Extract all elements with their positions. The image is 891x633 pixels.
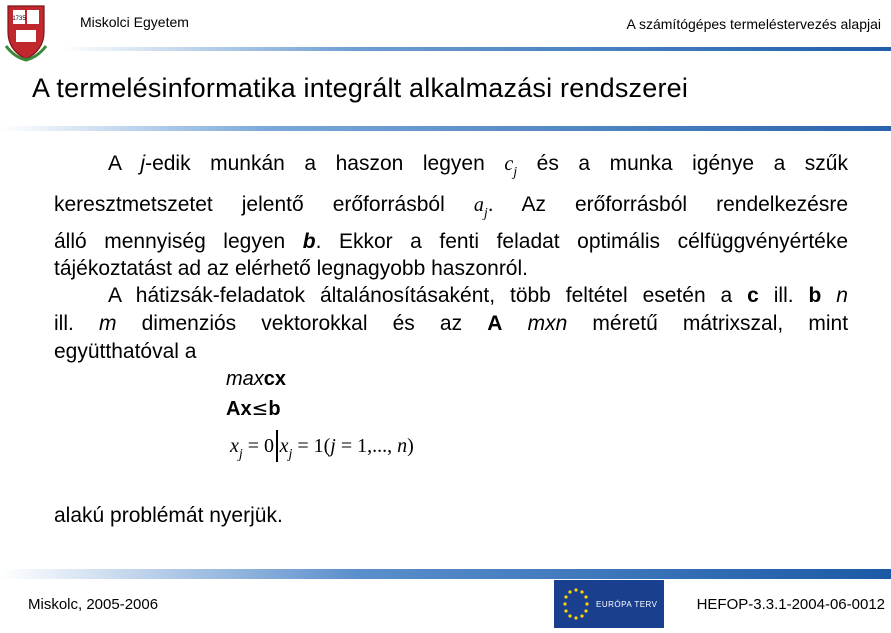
course-title: A számítógépes termeléstervezés alapjai (626, 16, 881, 32)
paragraph-line-2: keresztmetszetet jelentő erőforrásból $a_j$. Az erőforrásból rendelkezésre (54, 193, 849, 221)
constraint: Ax≤b (226, 396, 281, 420)
university-crest-icon (4, 2, 48, 62)
eu-logo-text: EURÓPA TERV (596, 600, 658, 609)
slide-title: A termelésinformatika integrált alkalmazási rendszerei (32, 73, 689, 103)
title-divider (0, 126, 891, 131)
closing-sentence: alakú problémát nyerjük. (54, 504, 283, 527)
university-name: Miskolci Egyetem (80, 14, 189, 30)
objective-function: maxcx (226, 368, 287, 390)
footer-divider (0, 569, 891, 579)
project-code: HEFOP-3.3.1-2004-06-0012 (696, 596, 885, 613)
paragraph-line-3: álló mennyiség legyen b. Ekkor a fenti feladat optimális célfüggvényértéke (54, 230, 849, 253)
paragraph-line-1: A j-edik munkán a haszon legyen $c_j$ és a munka igénye a szűk (108, 152, 848, 180)
paragraph-line-4: tájékoztatást ad az elérhető legnagyobb haszonról. (54, 257, 528, 280)
header-divider (60, 47, 891, 51)
paragraph-line-5: A hátizsák-feladatok általánosításaként, több feltétel esetén a c ill. b n (108, 284, 848, 307)
paragraph-line-6: ill. m dimenziós vektorokkal és az A mxn méretű mátrixszal, mint (54, 312, 849, 335)
footer-place-date: Miskolc, 2005-2006 (28, 596, 159, 613)
binary-condition: $x_j = 0$ $x_j = 1(j = 1$,..., n) (230, 430, 414, 463)
paragraph-line-7: együtthatóval a (54, 340, 197, 363)
crest-year: 1735 (12, 16, 26, 22)
